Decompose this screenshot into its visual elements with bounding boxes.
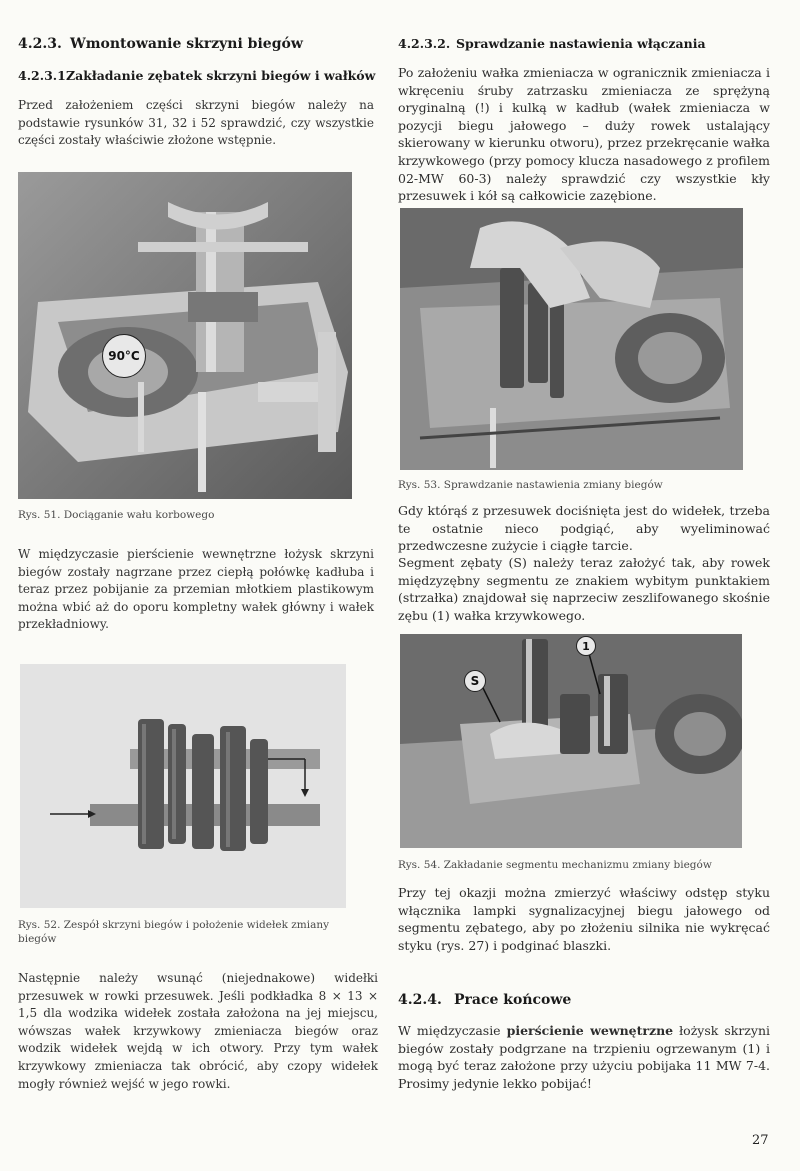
section-heading-4-2-3-2: 4.2.3.2. Sprawdzanie nastawienia włączania — [398, 36, 706, 51]
gearbox-assembly-illustration — [20, 664, 346, 908]
paragraph-segment: Segment zębaty (S) należy teraz założyć tak, aby rowek międzyzębny segmentu ze znakiem wybitym punktakiem (strzałka) znajdował się naprzeciw zeszlifowanego skośnie zębu (1) wałka krzywkowego. — [398, 555, 770, 623]
figure-52-photo — [20, 664, 346, 908]
figure-52-caption: Rys. 52. Zespół skrzyni biegów i położenie widełek zmiany biegów — [18, 919, 330, 945]
segment-illustration — [400, 634, 742, 848]
figure-54-photo — [400, 634, 742, 848]
section-heading-4-2-3: 4.2.3. Wmontowanie skrzyni biegów — [18, 36, 303, 52]
paragraph-bearings: W międzyczasie pierścienie wewnętrzne łożysk skrzyni biegów zostały nagrzane przez ciepłą połówkę kadłuba i teraz przez pobijanie za przemian młotkiem plastikowym można wbić aż do oporu kompletny wałek główny i wałek przekładniowy. — [18, 547, 374, 632]
figure-51-caption: Rys. 51. Dociąganie wału korbowego — [18, 509, 215, 521]
figure-54-caption: Rys. 54. Zakładanie segmentu mechanizmu zmiany biegów — [398, 859, 712, 871]
figure-53-photo — [400, 208, 743, 470]
label-s-badge: S — [464, 670, 486, 692]
shift-check-illustration — [400, 208, 743, 470]
section-heading-4-2-3-1: 4.2.3.1.Zakładanie zębatek skrzyni biegów i wałków — [18, 68, 376, 83]
figure-51-photo — [18, 172, 352, 499]
paragraph-forks: Następnie należy wsunąć (niejednakowe) widełki przesuwek w rowki przesuwek. Jeśli podkładka 8 × 13 × 1,5 dla wodzika widełek została założona na jej miejscu, wówszas wałek krzywkowy zmieniacza biegów oraz wodzik widełek wejdą w ich otwory. Przy tym wałek krzywkowy zmieniacza tak obrócić, aby czopy widełek mogły również wejść w jego rowki. — [18, 971, 378, 1091]
paragraph-shift-check: Po założeniu wałka zmieniacza w ogranicznik zmieniacza i wkręceniu śruby zatrzasku zmieniacza ze sprężyną oryginalną (!) i kulką w kadłub (wałek zmieniacza w pozycji biegu jałowego – duży rowek ustalający skierowany w kierunku otworu), przez przekręcanie wałka krzywkowego (przy pomocy klucza nasadowego z profilem 02-MW 60-3) należy sprawdzić czy wszystkie kły przesuwek i kół są całkowicie zazębione. — [398, 65, 770, 204]
page-number: 27 — [752, 1133, 769, 1148]
bold-term: pierścienie wewnętrzne — [506, 1023, 674, 1038]
paragraph-fork-bend: Gdy którąś z przesuwek dociśnięta jest do widełek, trzeba te ostatnie nieco podgiąć, aby wyeliminować przedwczesne zużycie i ciągłe tarcie. — [398, 503, 770, 554]
paragraph-final-work: W międzyczasie pierścienie wewnętrzne łożysk skrzyni biegów zostały podgrzane na trzpieniu ogrzewanym (1) i mogą być teraz założone przy użyciu pobijaka 11 MW 7-4. Prosimy jedynie lekko pobijać! — [398, 1023, 770, 1091]
crankshaft-press-illustration — [18, 172, 352, 499]
figure-53-caption: Rys. 53. Sprawdzanie nastawienia zmiany biegów — [398, 479, 663, 491]
section-heading-4-2-4: 4.2.4. Prace końcowe — [398, 992, 572, 1008]
temperature-badge: 90°C — [102, 334, 146, 378]
label-1-badge: 1 — [576, 636, 596, 656]
paragraph-intro: Przed założeniem części skrzyni biegów należy na podstawie rysunków 31, 32 i 52 sprawdzić, czy wszystkie części zostały właściwie złożone wstępnie. — [18, 98, 374, 148]
paragraph-neutral-switch: Przy tej okazji można zmierzyć właściwy odstęp styku włącznika lampki sygnalizacyjnej biegu jałowego od segmentu zębatego, aby po złożeniu silnika nie wykręcać styku (rys. 27) i podginać blaszki. — [398, 885, 770, 953]
